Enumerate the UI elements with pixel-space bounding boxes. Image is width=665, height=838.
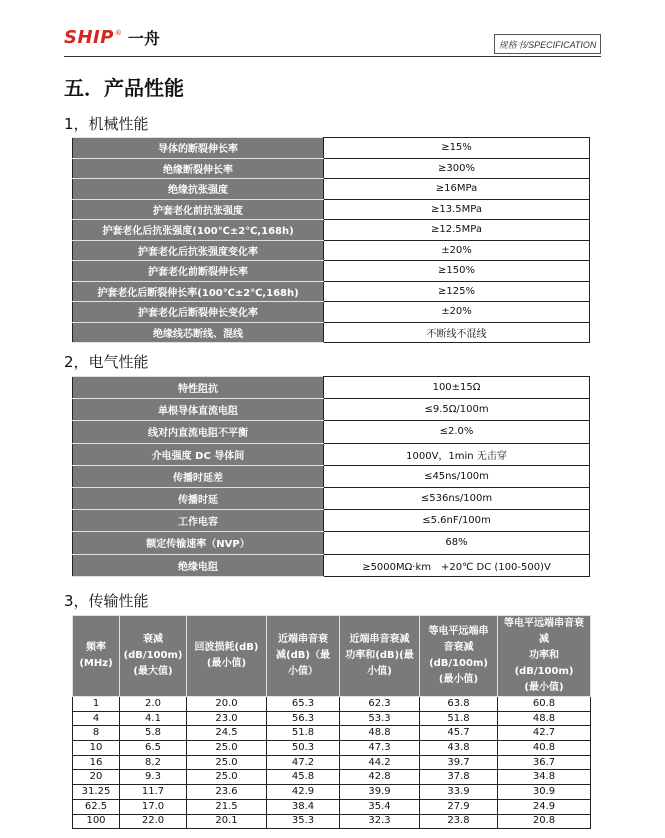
table-row: [73, 487, 590, 509]
property-value: 68%: [324, 532, 590, 554]
table-cell: 40.8: [498, 741, 591, 756]
table-cell: 56.3: [267, 711, 340, 726]
property-label: 特性阻抗: [73, 377, 324, 399]
table-cell: 48.8: [340, 726, 420, 741]
table-cell: 10: [73, 741, 120, 756]
header-divider: [64, 56, 601, 57]
transmission-title: 3，传输性能: [64, 592, 149, 610]
table-cell: 34.8: [498, 770, 591, 785]
property-value: 100±15Ω: [324, 377, 590, 399]
table-cell: 32.3: [340, 814, 420, 829]
property-value: 不断线不混线: [324, 322, 590, 343]
table-cell: 9.3: [120, 770, 187, 785]
table-row: [73, 532, 590, 554]
table-row: [73, 770, 591, 785]
property-label: 单根导体直流电阻: [73, 399, 324, 421]
table-cell: 63.8: [420, 697, 498, 712]
table-cell: 4.1: [120, 711, 187, 726]
table-cell: 47.2: [267, 755, 340, 770]
table-row: [73, 179, 590, 200]
property-label: 绝缘电阻: [73, 554, 324, 576]
table-row: [73, 158, 590, 179]
table-cell: 23.6: [187, 785, 267, 800]
property-label: 线对内直流电阻不平衡: [73, 421, 324, 443]
column-header: 等电平远端串 音衰减 (dB/100m) (最小值): [420, 616, 498, 697]
table-cell: 25.0: [187, 755, 267, 770]
transmission-table: [72, 615, 591, 829]
table-cell: 65.3: [267, 697, 340, 712]
table-cell: 60.8: [498, 697, 591, 712]
table-cell: 31.25: [73, 785, 120, 800]
property-value: ≤536ns/100m: [324, 487, 590, 509]
property-label: 导体的断裂伸长率: [73, 138, 324, 159]
table-cell: 42.8: [340, 770, 420, 785]
table-cell: 39.9: [340, 785, 420, 800]
property-value: ≥12.5MPa: [324, 220, 590, 241]
table-cell: 20.0: [187, 697, 267, 712]
column-header: 近端串音衰减 功率和(dB)(最 小值): [340, 616, 420, 697]
logo-registered-mark: ®: [114, 29, 122, 37]
electrical-title: 2，电气性能: [64, 353, 149, 371]
property-label: 护套老化后断裂伸长变化率: [73, 302, 324, 323]
table-row: [73, 510, 590, 532]
property-value: ≥16MPa: [324, 179, 590, 200]
column-header: 频率 (MHz): [73, 616, 120, 697]
table-cell: 24.5: [187, 726, 267, 741]
table-cell: 20.1: [187, 814, 267, 829]
property-value: ≥13.5MPa: [324, 199, 590, 220]
table-cell: 38.4: [267, 799, 340, 814]
table-row: [73, 199, 590, 220]
table-cell: 53.3: [340, 711, 420, 726]
table-cell: 23.0: [187, 711, 267, 726]
property-value: ≥125%: [324, 281, 590, 302]
property-label: 绝缘线芯断线、混线: [73, 322, 324, 343]
table-cell: 33.9: [420, 785, 498, 800]
table-cell: 5.8: [120, 726, 187, 741]
mechanical-title: 1，机械性能: [64, 115, 149, 133]
property-value: ≥5000MΩ·km +20℃ DC (100-500)V: [324, 554, 590, 576]
table-cell: 44.2: [340, 755, 420, 770]
table-cell: 36.7: [498, 755, 591, 770]
table-row: [73, 399, 590, 421]
electrical-table: [72, 376, 590, 577]
column-header: 回波损耗(dB) (最小值): [187, 616, 267, 697]
table-row: [73, 443, 590, 465]
table-row: [73, 741, 591, 756]
table-cell: 39.7: [420, 755, 498, 770]
column-header: 等电平远端串音衰减 功率和(dB/100m) (最小值): [498, 616, 591, 697]
logo-chinese-text: 一舟: [127, 28, 160, 48]
table-cell: 50.3: [267, 741, 340, 756]
table-row: [73, 138, 590, 159]
property-label: 护套老化后断裂伸长率(100℃±2℃,168h): [73, 281, 324, 302]
table-cell: 17.0: [120, 799, 187, 814]
table-row: [73, 281, 590, 302]
property-label: 护套老化前断裂伸长率: [73, 261, 324, 282]
table-row: [73, 220, 590, 241]
property-label: 传播时延差: [73, 465, 324, 487]
property-label: 传播时延: [73, 487, 324, 509]
table-cell: 37.8: [420, 770, 498, 785]
column-header: 衰减 (dB/100m) (最大值): [120, 616, 187, 697]
table-cell: 51.8: [420, 711, 498, 726]
table-cell: 35.4: [340, 799, 420, 814]
property-label: 护套老化后抗张强度变化率: [73, 240, 324, 261]
table-cell: 47.3: [340, 741, 420, 756]
property-value: ≥15%: [324, 138, 590, 159]
property-label: 护套老化后抗张强度(100℃±2℃,168h): [73, 220, 324, 241]
property-value: ±20%: [324, 302, 590, 323]
table-row: [73, 785, 591, 800]
table-row: [73, 814, 591, 829]
logo-ship-text: SHIP: [64, 26, 114, 48]
table-cell: 6.5: [120, 741, 187, 756]
table-cell: 1: [73, 697, 120, 712]
property-value: 1000V，1min 无击穿: [324, 443, 590, 465]
table-cell: 21.5: [187, 799, 267, 814]
table-cell: 16: [73, 755, 120, 770]
table-cell: 45.7: [420, 726, 498, 741]
table-cell: 27.9: [420, 799, 498, 814]
table-cell: 22.0: [120, 814, 187, 829]
table-cell: 8: [73, 726, 120, 741]
table-row: [73, 711, 591, 726]
property-value: ≤45ns/100m: [324, 465, 590, 487]
table-row: [73, 465, 590, 487]
table-cell: 51.8: [267, 726, 340, 741]
table-cell: 35.3: [267, 814, 340, 829]
table-cell: 30.9: [498, 785, 591, 800]
table-cell: 45.8: [267, 770, 340, 785]
table-cell: 62.5: [73, 799, 120, 814]
table-cell: 48.8: [498, 711, 591, 726]
property-value: ≤9.5Ω/100m: [324, 399, 590, 421]
property-value: ≥300%: [324, 158, 590, 179]
table-row: [73, 554, 590, 576]
table-cell: 62.3: [340, 697, 420, 712]
property-value: ±20%: [324, 240, 590, 261]
table-cell: 20: [73, 770, 120, 785]
specification-label: 规格书/SPECIFICATION: [494, 34, 601, 54]
property-label: 护套老化前抗张强度: [73, 199, 324, 220]
property-label: 绝缘断裂伸长率: [73, 158, 324, 179]
table-row: [73, 697, 591, 712]
mechanical-table: [72, 137, 590, 343]
table-cell: 8.2: [120, 755, 187, 770]
table-cell: 24.9: [498, 799, 591, 814]
table-row: [73, 322, 590, 343]
table-row: [73, 421, 590, 443]
table-row: [73, 726, 591, 741]
table-row: [73, 377, 590, 399]
company-logo: [64, 27, 160, 47]
table-cell: 25.0: [187, 741, 267, 756]
table-cell: 11.7: [120, 785, 187, 800]
table-cell: 20.8: [498, 814, 591, 829]
table-cell: 42.9: [267, 785, 340, 800]
property-value: ≥150%: [324, 261, 590, 282]
property-label: 绝缘抗张强度: [73, 179, 324, 200]
property-label: 工作电容: [73, 510, 324, 532]
table-row: [73, 799, 591, 814]
table-cell: 43.8: [420, 741, 498, 756]
table-cell: 42.7: [498, 726, 591, 741]
property-label: 介电强度 DC 导体间: [73, 443, 324, 465]
table-row: [73, 302, 590, 323]
table-row: [73, 261, 590, 282]
table-cell: 4: [73, 711, 120, 726]
table-cell: 2.0: [120, 697, 187, 712]
table-row: [73, 755, 591, 770]
table-cell: 100: [73, 814, 120, 829]
table-row: [73, 240, 590, 261]
column-header: 近端串音衰 减(dB)（最 小值）: [267, 616, 340, 697]
table-cell: 23.8: [420, 814, 498, 829]
property-label: 额定传输速率（NVP）: [73, 532, 324, 554]
table-cell: 25.0: [187, 770, 267, 785]
property-value: ≤5.6nF/100m: [324, 510, 590, 532]
property-value: ≤2.0%: [324, 421, 590, 443]
section-title: 五．产品性能: [64, 76, 184, 100]
